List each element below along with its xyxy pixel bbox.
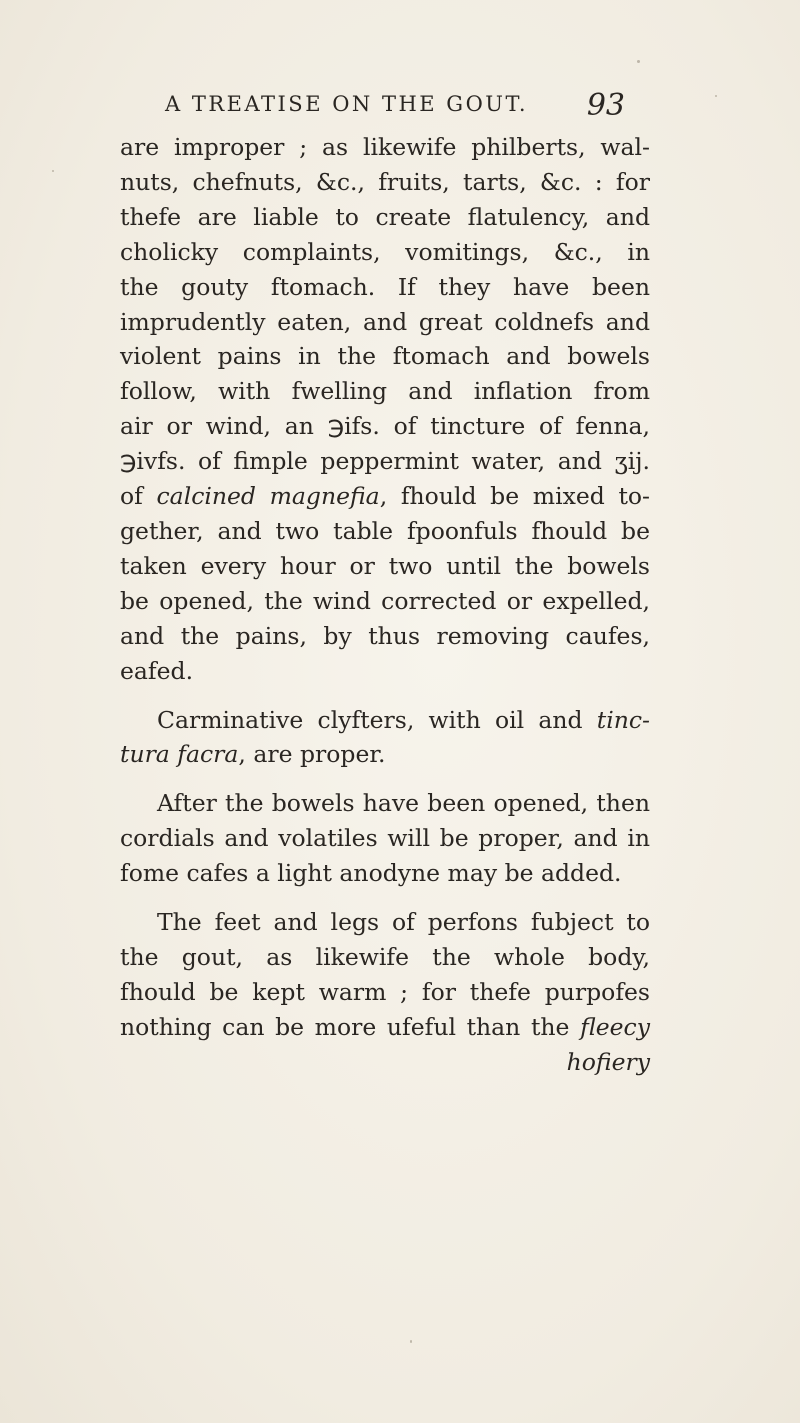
- text-line: and the pains, by thus removing caufes,: [120, 621, 650, 650]
- page-header: [165, 88, 625, 128]
- paper-speck: [715, 95, 717, 97]
- text-line: the gouty ftomach. If they have been: [120, 272, 650, 301]
- text-line: be opened, the wind corrected or expelled,: [120, 586, 650, 615]
- italic-term: fleecy: [580, 1012, 650, 1041]
- text-line: air or wind, an ℈ifs. of tincture of fenna,: [120, 412, 650, 441]
- text-line: After the bowels have been opened, then: [157, 789, 650, 818]
- body-text: [120, 130, 650, 1080]
- paper-speck: [52, 170, 54, 172]
- paper-speck: [637, 60, 640, 63]
- text-line: the gout, as likewife the whole body,: [120, 942, 650, 971]
- text-line: violent pains in the ftomach and bowels: [120, 342, 650, 371]
- page-number: 93: [586, 88, 625, 123]
- text-line: Carminative clyfters, with oil and tinc-: [157, 705, 650, 734]
- text-line: are improper ; as likewife philberts, wal-: [120, 133, 650, 161]
- italic-term: calcined magnefia: [156, 482, 380, 511]
- text-line: The feet and legs of perfons fubject to: [157, 908, 650, 937]
- text-line: fhould be kept warm ; for thefe purpofes: [120, 977, 650, 1006]
- text-line: imprudently eaten, and great coldnefs and: [120, 307, 650, 336]
- text-line: nuts, chefnuts, &c., fruits, tarts, &c. : for: [120, 167, 650, 196]
- catchword: hofiery: [566, 1047, 650, 1076]
- paper-speck: [410, 1340, 412, 1343]
- text-line: of calcined magnefia, fhould be mixed to-: [120, 482, 650, 511]
- text-line: taken every hour or two until the bowels: [120, 551, 650, 580]
- text-line: cordials and volatiles will be proper, and in: [120, 824, 650, 853]
- text-line: fome cafes a light anodyne may be added.: [120, 859, 622, 888]
- text-line: gether, and two table fpoonfuls fhould be: [120, 516, 650, 545]
- text-line: tura facra, are proper.: [120, 740, 386, 769]
- italic-term: tinc-: [596, 705, 650, 734]
- text-line: thefe are liable to create flatulency, and: [120, 202, 650, 231]
- text-line: follow, with fwelling and inflation from: [120, 377, 650, 406]
- text-line: ℈ivfs. of fimple peppermint water, and ʒij.: [120, 447, 650, 476]
- text-line: eafed.: [120, 656, 194, 685]
- text-line: cholicky complaints, vomitings, &c., in: [120, 237, 650, 266]
- italic-term: tura facra: [120, 740, 239, 769]
- running-title: A TREATISE ON THE GOUT.: [165, 92, 529, 116]
- text-line: nothing can be more ufeful than the fleecy: [120, 1012, 650, 1041]
